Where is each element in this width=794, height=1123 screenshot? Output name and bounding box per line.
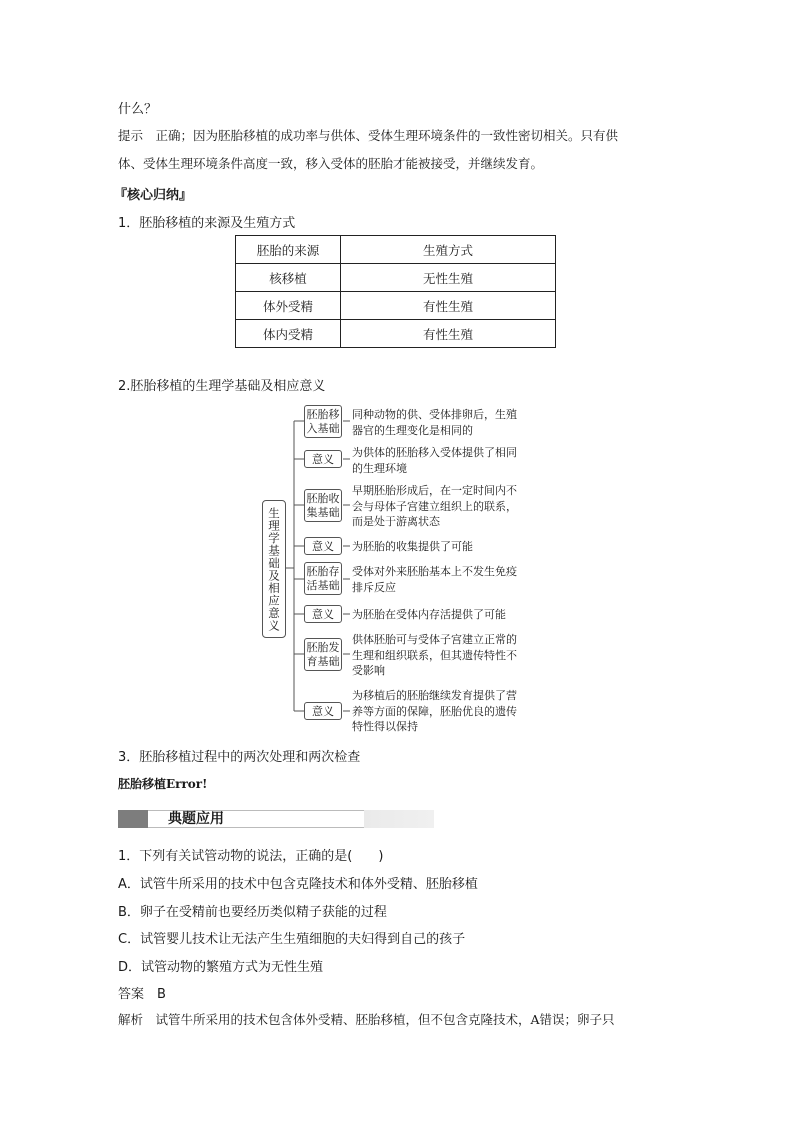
diagram-root: 生理学基础及相应意义: [262, 500, 286, 638]
hint-line-2: 体、受体生理环境条件高度一致，移入受体的胚胎才能被接受，并继续发育。: [118, 156, 544, 171]
banner-label: 典题应用: [168, 811, 224, 827]
item2-title: 2.胚胎移植的生理学基础及相应意义: [118, 379, 326, 394]
diagram-box-develop-basis: 胚胎发育基础: [304, 638, 342, 671]
diagram-text: 为胚胎的收集提供了可能: [352, 540, 473, 553]
diagram-box-meaning: 意义: [304, 702, 342, 720]
table-header-cell: 生殖方式: [341, 236, 556, 264]
table-header-cell: 胚胎的来源: [236, 236, 341, 264]
diagram-text: 同种动物的供、受体排卵后，生殖 器官的生理变化是相同的: [352, 408, 517, 437]
diagram-box-implant-basis: 胚胎移入基础: [304, 405, 342, 438]
table-cell: 核移植: [236, 264, 341, 292]
error-line: 胚胎移植Error!: [118, 777, 208, 791]
question-end: 什么？: [118, 102, 158, 117]
diagram-text: 为移植后的胚胎继续发育提供了营 养等方面的保障，胚胎优良的遗传 特性得以保持: [352, 689, 517, 733]
table-cell: 有性生殖: [341, 292, 556, 320]
diagram-text: 受体对外来胚胎基本上不发生免疫 排斥反应: [352, 565, 517, 594]
answer: 答案 B: [118, 987, 166, 1002]
option-d: D．试管动物的繁殖方式为无性生殖: [118, 960, 324, 975]
question-stem: 1．下列有关试管动物的说法，正确的是( ): [118, 849, 384, 864]
diagram-text: 为胚胎在受体内存活提供了可能: [352, 608, 506, 621]
item3-title: 3．胚胎移植过程中的两次处理和两次检查: [118, 750, 361, 765]
table-cell: 无性生殖: [341, 264, 556, 292]
option-c: C．试管婴儿技术让无法产生生殖细胞的夫妇得到自己的孩子: [118, 932, 466, 947]
item1-title: 1．胚胎移植的来源及生殖方式: [118, 216, 296, 231]
diagram-text: 为供体的胚胎移入受体提供了相同 的生理环境: [352, 446, 517, 475]
diagram-box-meaning: 意义: [304, 450, 342, 468]
diagram-box-collect-basis: 胚胎收集基础: [304, 489, 342, 522]
option-b: B．卵子在受精前也要经历类似精子获能的过程: [118, 905, 387, 920]
section-banner: [118, 810, 434, 828]
diagram-box-meaning: 意义: [304, 537, 342, 555]
diagram-text: 早期胚胎形成后，在一定时间内不 会与母体子宫建立组织上的联系， 而是处于游离状态: [352, 484, 517, 528]
diagram-box-meaning: 意义: [304, 605, 342, 623]
option-a: A．试管牛所采用的技术中包含克隆技术和体外受精、胚胎移植: [118, 877, 478, 892]
section-heading: 『核心归纳』: [114, 188, 193, 203]
analysis: 解析 试管牛所采用的技术包含体外受精、胚胎移植，但不包含克隆技术，A错误；卵子只: [118, 1012, 615, 1027]
table-cell: 体内受精: [236, 320, 341, 348]
table-cell: 有性生殖: [341, 320, 556, 348]
table-cell: 体外受精: [236, 292, 341, 320]
hint-line-1: 提示 正确；因为胚胎移植的成功率与供体、受体生理环境条件的一致性密切相关。只有供: [118, 128, 619, 143]
diagram-text: 供体胚胎可与受体子宫建立正常的 生理和组织联系，但其遗传特性不 受影响: [352, 633, 517, 677]
diagram-box-survive-basis: 胚胎存活基础: [304, 562, 342, 595]
